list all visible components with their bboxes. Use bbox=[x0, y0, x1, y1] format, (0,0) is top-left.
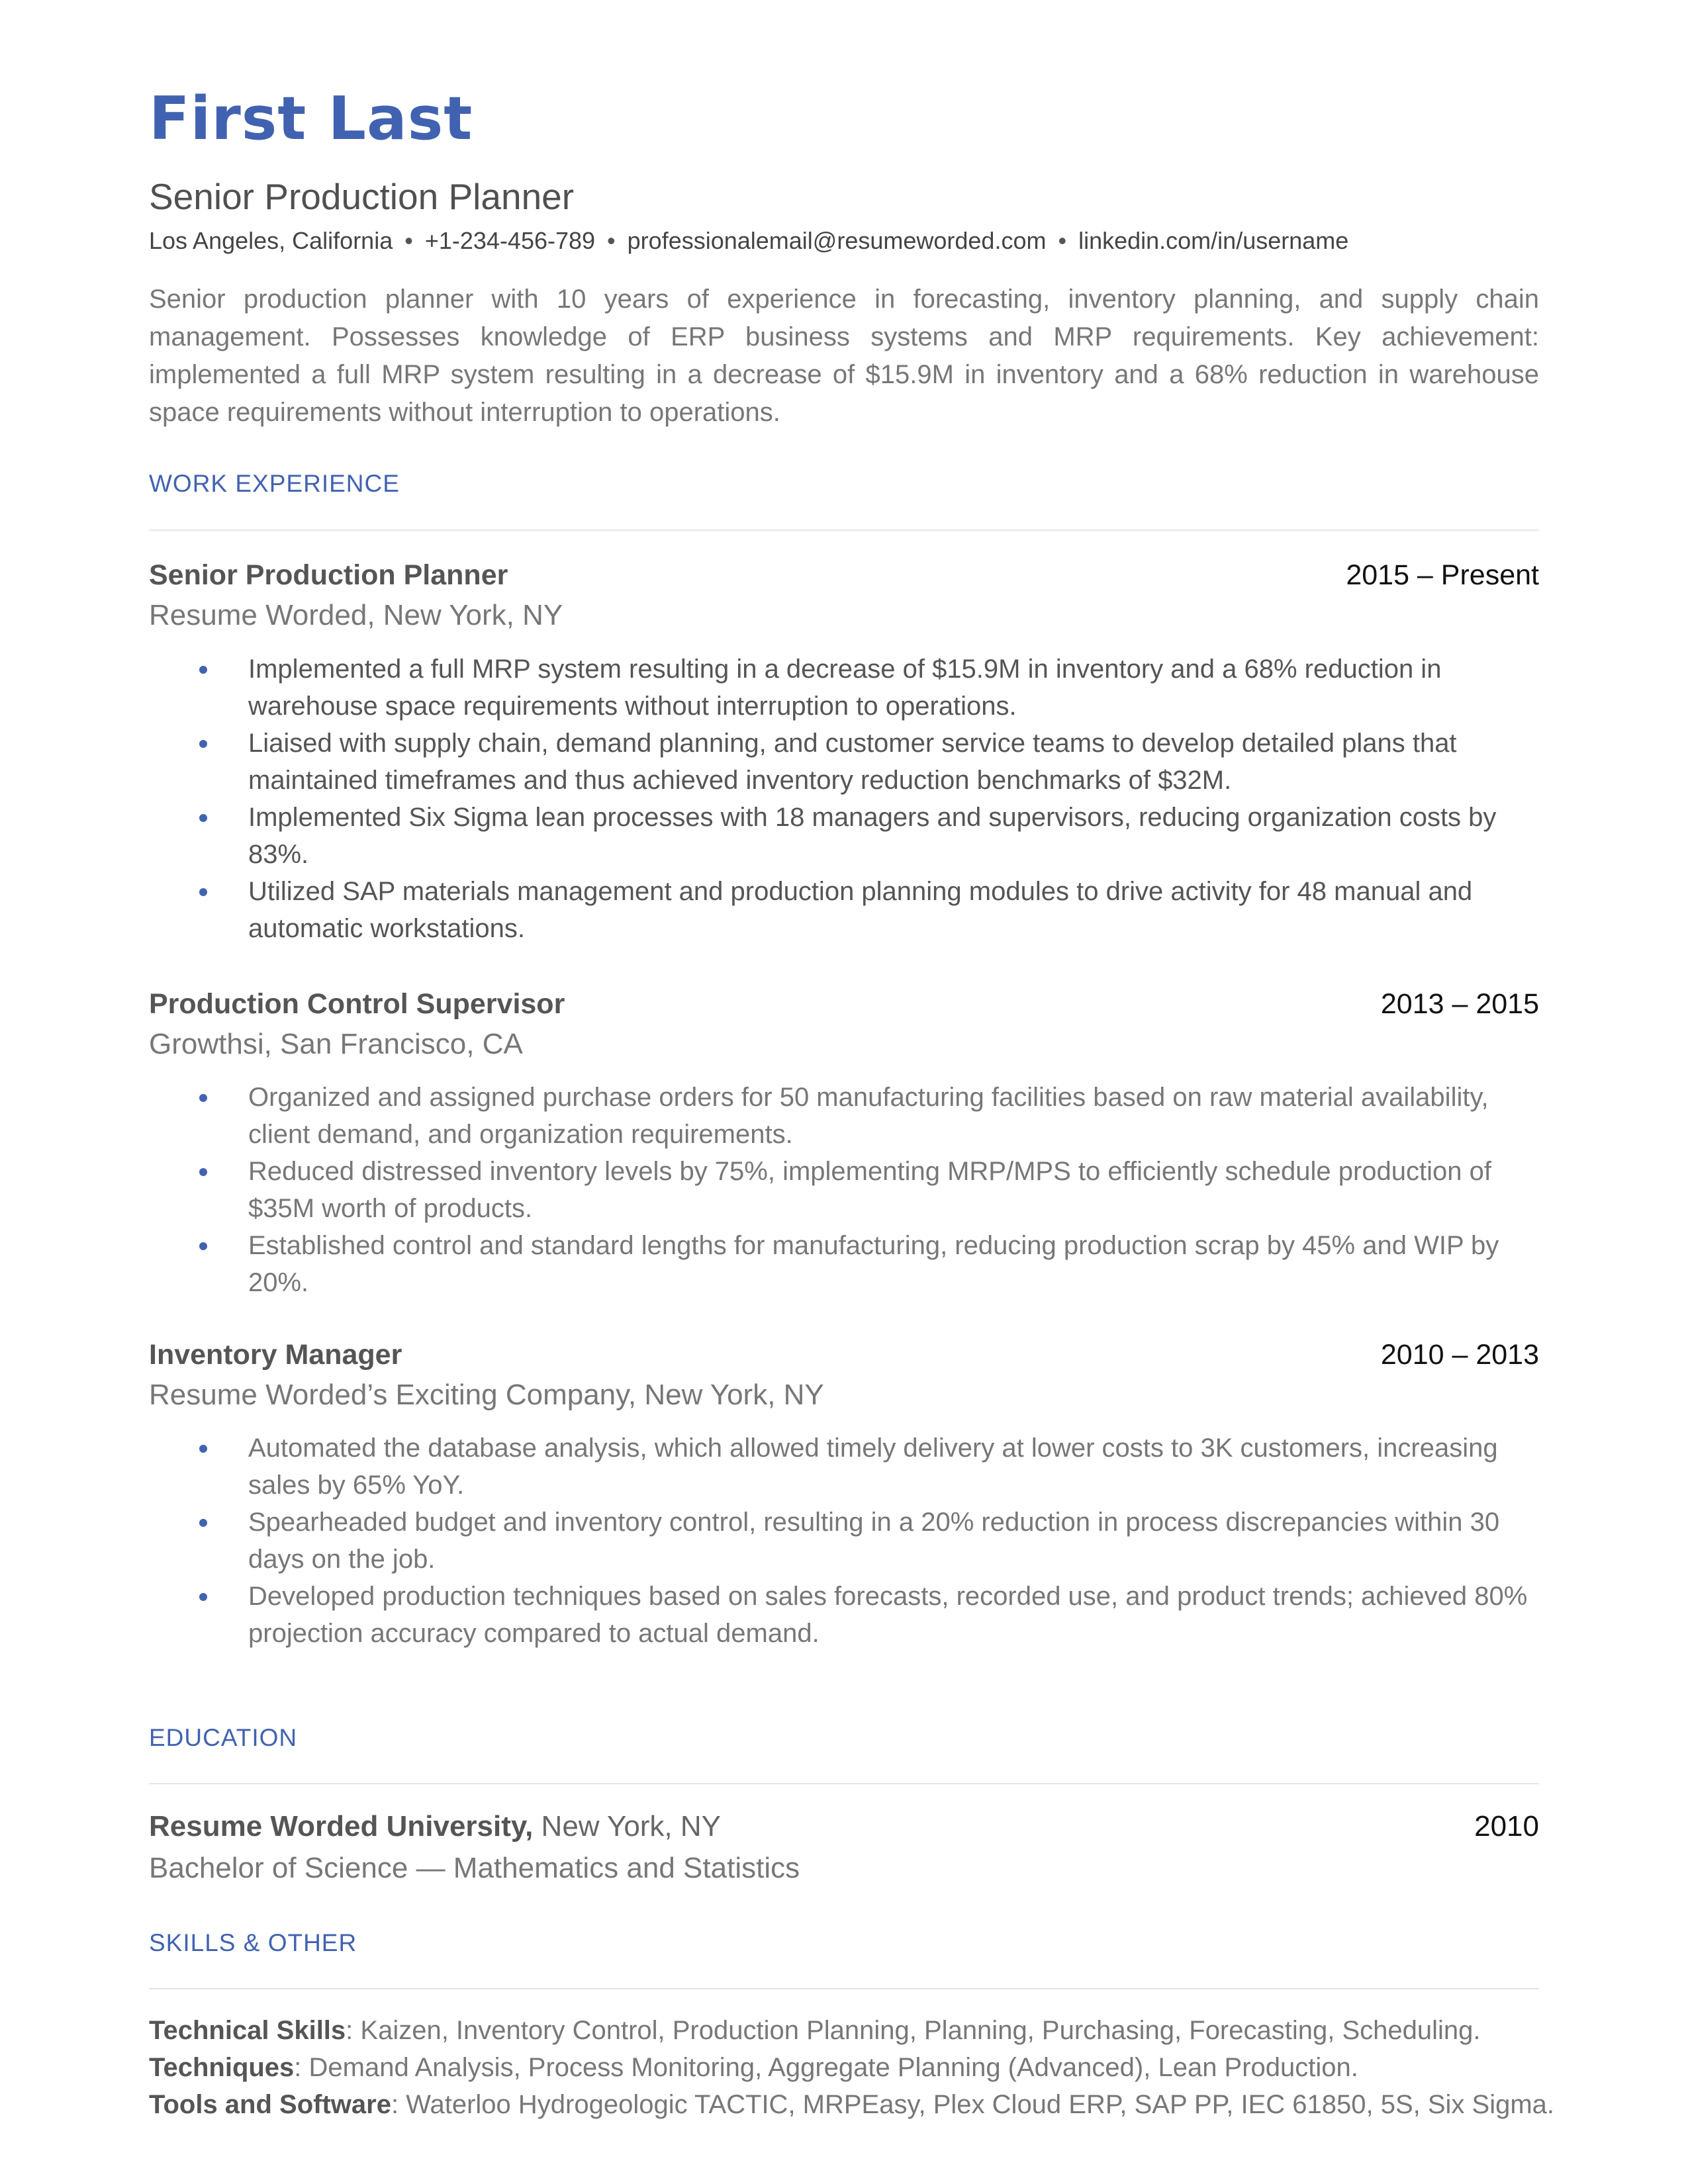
job-title: Inventory Manager bbox=[149, 1339, 402, 1371]
skill-label: Tools and Software bbox=[149, 2090, 391, 2119]
contact-location: Los Angeles, California bbox=[149, 227, 393, 254]
bullet-text: Implemented Six Sigma lean processes with 18 managers and supervisors, reducing organization costs by 83%. bbox=[248, 803, 1497, 869]
list-item bbox=[149, 1578, 1539, 1652]
list-item bbox=[149, 1153, 1539, 1227]
job-company: Growthsi, San Francisco, CA bbox=[149, 1028, 523, 1060]
job-bullets bbox=[149, 1430, 1539, 1652]
education-degree: Bachelor of Science — Mathematics and Statistics bbox=[149, 1852, 800, 1884]
bullet-text: Utilized SAP materials management and production planning modules to drive activity for 48 manual and automatic workstations. bbox=[248, 877, 1473, 943]
skill-line-technical bbox=[149, 2012, 1481, 2049]
section-divider bbox=[149, 1988, 1539, 1989]
section-divider bbox=[149, 529, 1539, 531]
section-heading-work: WORK EXPERIENCE bbox=[149, 470, 400, 497]
bullet-text: Liaised with supply chain, demand planning, and customer service teams to develop detailed plans that maintained timeframes and thus achieved inventory reduction benchmarks of $32M. bbox=[248, 729, 1457, 795]
list-item bbox=[149, 799, 1539, 873]
candidate-title: Senior Production Planner bbox=[149, 176, 575, 217]
bullet-dot bbox=[199, 1519, 207, 1527]
bullet-text: Developed production techniques based on sales forecasts, recorded use, and product trends; achieved 80% projection accuracy compared to actual demand. bbox=[248, 1582, 1528, 1648]
bullet-text: Automated the database analysis, which allowed timely delivery at lower costs to 3K customers, increasing sales by 65% YoY. bbox=[248, 1433, 1498, 1500]
list-item bbox=[149, 725, 1539, 799]
section-heading-skills: SKILLS & OTHER bbox=[149, 1929, 357, 1956]
bullet-text: Spearheaded budget and inventory control, resulting in a 20% reduction in process discrepancies within 30 days on the job. bbox=[248, 1508, 1500, 1574]
summary-paragraph: Senior production planner with 10 years of experience in forecasting, inventory planning, and supply chain management. Possesses knowledge of ERP business systems and MRP requirements. Key achievement: implemented a full MRP system resulting in a decrease of $15.9M in inventory and a 68% reduction in warehouse space requirements without interruption to operations. bbox=[149, 285, 1539, 427]
contact-separator: • bbox=[1058, 227, 1067, 254]
job-bullets bbox=[149, 651, 1539, 947]
list-item bbox=[149, 651, 1539, 725]
contact-line bbox=[149, 225, 1348, 257]
bullet-dot bbox=[199, 1168, 207, 1176]
list-item bbox=[149, 873, 1539, 947]
bullet-dot bbox=[199, 1445, 207, 1453]
job-company: Resume Worded’s Exciting Company, New York, NY bbox=[149, 1379, 824, 1411]
job-dates: 2013 – 2015 bbox=[1380, 988, 1539, 1020]
bullet-dot bbox=[199, 1094, 207, 1102]
candidate-name: First Last bbox=[149, 84, 473, 154]
bullet-dot bbox=[199, 666, 207, 674]
section-divider bbox=[149, 1783, 1539, 1784]
bullet-dot bbox=[199, 1593, 207, 1601]
school-name: Resume Worded University, bbox=[149, 1810, 534, 1843]
list-item bbox=[149, 1079, 1539, 1153]
education-year: 2010 bbox=[1474, 1810, 1539, 1843]
section-heading-education: EDUCATION bbox=[149, 1724, 298, 1751]
skill-value: : Kaizen, Inventory Control, Production Planning, Planning, Purchasing, Forecasting, Scheduling. bbox=[346, 2016, 1481, 2045]
skill-label: Technical Skills bbox=[149, 2016, 346, 2045]
skill-line-techniques bbox=[149, 2049, 1358, 2086]
job-title: Production Control Supervisor bbox=[149, 988, 565, 1020]
job-company: Resume Worded, New York, NY bbox=[149, 599, 563, 631]
contact-phone: +1-234-456-789 bbox=[424, 227, 596, 254]
skill-label: Techniques bbox=[149, 2053, 295, 2082]
bullet-dot bbox=[199, 888, 207, 896]
contact-linkedin: linkedin.com/in/username bbox=[1078, 227, 1349, 254]
school-location: New York, NY bbox=[533, 1810, 722, 1843]
contact-separator: • bbox=[607, 227, 616, 254]
bullet-text: Reduced distressed inventory levels by 75%, implementing MRP/MPS to efficiently schedule production of $35M worth of products. bbox=[248, 1157, 1491, 1223]
skill-value: : Waterloo Hydrogeologic TACTIC, MRPEasy, Plex Cloud ERP, SAP PP, IEC 61850, 5S, Six Sigma. bbox=[391, 2090, 1555, 2119]
list-item bbox=[149, 1430, 1539, 1504]
contact-separator: • bbox=[404, 227, 413, 254]
bullet-dot bbox=[199, 814, 207, 822]
list-item bbox=[149, 1227, 1539, 1301]
job-dates: 2010 – 2013 bbox=[1380, 1339, 1539, 1371]
contact-email: professionalemail@resumeworded.com bbox=[627, 227, 1047, 254]
job-title: Senior Production Planner bbox=[149, 559, 508, 591]
bullet-text: Implemented a full MRP system resulting in a decrease of $15.9M in inventory and a 68% reduction in warehouse space requirements without interruption to operations. bbox=[248, 655, 1442, 721]
job-bullets bbox=[149, 1079, 1539, 1301]
skill-value: : Demand Analysis, Process Monitoring, Aggregate Planning (Advanced), Lean Production. bbox=[294, 2053, 1358, 2082]
list-item bbox=[149, 1504, 1539, 1578]
bullet-dot bbox=[199, 740, 207, 748]
bullet-text: Organized and assigned purchase orders for 50 manufacturing facilities based on raw material availability, client demand, and organization requirements. bbox=[248, 1083, 1489, 1149]
bullet-text: Established control and standard lengths for manufacturing, reducing production scrap by 45% and WIP by 20%. bbox=[248, 1231, 1499, 1297]
skill-line-tools bbox=[149, 2086, 1554, 2123]
job-dates: 2015 – Present bbox=[1346, 559, 1539, 591]
bullet-dot bbox=[199, 1242, 207, 1250]
education-school bbox=[149, 1808, 721, 1845]
